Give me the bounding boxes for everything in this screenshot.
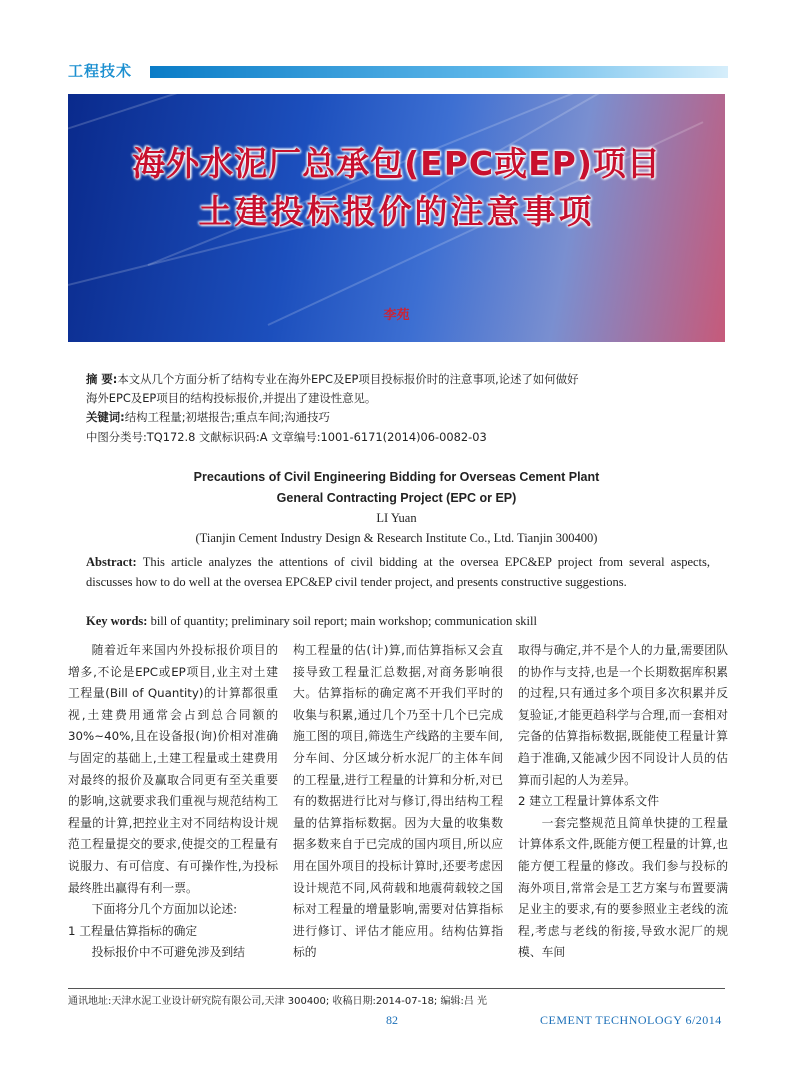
body-paragraph: 取得与确定,并不是个人的力量,需要团队的协作与支持,也是一个长期数据库积累的过程,只有通过多个项目多次积累并反复验证,才能更趋科学与合理,而一套相对完备的估算指标数据,既能使工程量计算趋于准确,又能减少因不同设计人员的估算而引起的人为差异。	[518, 643, 728, 787]
english-abstract-text: This article analyzes the attentions of civil bidding at the oversea EPC&EP project from several aspects, discusses how to do well at the oversea EPC&EP civil tender project, and presents constructive suggestions.	[86, 555, 710, 589]
journal-name: CEMENT TECHNOLOGY 6/2014	[540, 1013, 722, 1027]
author-name-cn: 李苑	[383, 308, 410, 323]
english-affiliation: (Tianjin Cement Industry Design & Research Institute Co., Ltd. Tianjin 300400)	[195, 531, 598, 545]
body-paragraph: 随着近年来国内外投标报价项目的增多,不论是EPC或EP项目,业主对土建工程量(Bill of Quantity)的计算都很重视,土建费用通常会占到总合同额的30%~40%,且在设备报(询)价相对准确与固定的基础上,土建工程量或土建费用对最终的报价及赢取合同更有至关重要的影响,这就要求我们重视与规范结构工程量的计算,把控业主对不同结构设计规范工程量提交的要求,使提交的工程量有说服力、有可信度、有可操作性,为投标最终胜出赢得有利一票。	[68, 643, 278, 895]
abstract-cn-line2: 海外EPC及EP项目的结构投标报价,并提出了建设性意见。	[86, 391, 377, 405]
keywords-cn-label: 关键词:	[86, 410, 125, 424]
section-heading-2: 2 建立工程量计算体系文件	[518, 794, 660, 809]
english-keywords-label: Key words:	[86, 614, 148, 628]
keywords-cn	[86, 408, 330, 427]
section-label: 工程技术	[68, 62, 133, 80]
english-abstract	[86, 552, 710, 592]
article-title-line1: 海外水泥厂总承包(EPC或EP)项目	[132, 144, 661, 183]
title-banner	[68, 94, 725, 342]
page-number: 82	[386, 1013, 398, 1027]
body-paragraph: 一套完整规范且简单快捷的工程量计算体系文件,既能方便工程量的计算,也能方便工程量的修改。我们参与投标的海外项目,常常会是工艺方案与布置要满足业主的要求,有的要参照业主老线的流程,考虑与老线的衔接,导致水泥厂的规模、车间	[518, 815, 728, 960]
body-paragraph: 构工程量的估(计)算,而估算指标又会直接导致工程量汇总数据,对商务影响很大。估算指标的确定离不开我们平时的收集与积累,通过几个乃至十几个已完成施工图的项目,筛选生产线路的主要车间,分车间、分区域分析水泥厂的主体车间的工程量,进行工程量的计算和分析,对已有的数据进行比对与修订,得出结构工程量的估算指标数据。因为大量的收集数据多数来自于已完成的国内项目,所以应用在国外项目的投标计算时,还要考虑因设计规范不同,风荷载和地震荷载较之国标对工程量的增量影响,需要对估算指标进行修订、评估才能应用。结构估算指标的	[293, 643, 503, 960]
english-abstract-label: Abstract:	[86, 555, 137, 569]
english-keywords	[86, 614, 710, 629]
classification-line: 中图分类号:TQ172.8 文献标识码:A 文章编号:1001-6171(2014)06-0082-03	[86, 430, 487, 444]
english-author: LI Yuan	[376, 511, 417, 525]
footer-divider	[68, 988, 725, 989]
body-column-2	[293, 640, 503, 964]
body-column-1	[68, 640, 278, 964]
abstract-cn-label: 摘 要:	[86, 372, 118, 386]
footer-note: 通讯地址:天津水泥工业设计研究院有限公司,天津 300400; 收稿日期:2014-07-18; 编辑:吕 光	[68, 996, 488, 1007]
section-heading-1: 1 工程量估算指标的确定	[68, 923, 198, 938]
body-column-3	[518, 640, 728, 964]
article-title-line2: 土建投标报价的注意事项	[198, 192, 595, 231]
body-paragraph: 投标报价中不可避免涉及到结	[91, 945, 245, 960]
english-keywords-text: bill of quantity; preliminary soil report; main workshop; communication skill	[150, 614, 537, 628]
english-title-line2: General Contracting Project (EPC or EP)	[276, 491, 517, 505]
english-title-line1: Precautions of Civil Engineering Bidding for Overseas Cement Plant	[193, 470, 600, 484]
keywords-cn-text: 结构工程量;初堪报告;重点车间;沟通技巧	[124, 410, 330, 424]
section-header-bar	[150, 66, 728, 78]
abstract-cn	[86, 370, 710, 389]
abstract-cn-line1: 本文从几个方面分析了结构专业在海外EPC及EP项目投标报价时的注意事项,论述了如何做好	[117, 372, 579, 386]
body-paragraph: 下面将分几个方面加以论述:	[91, 902, 238, 917]
